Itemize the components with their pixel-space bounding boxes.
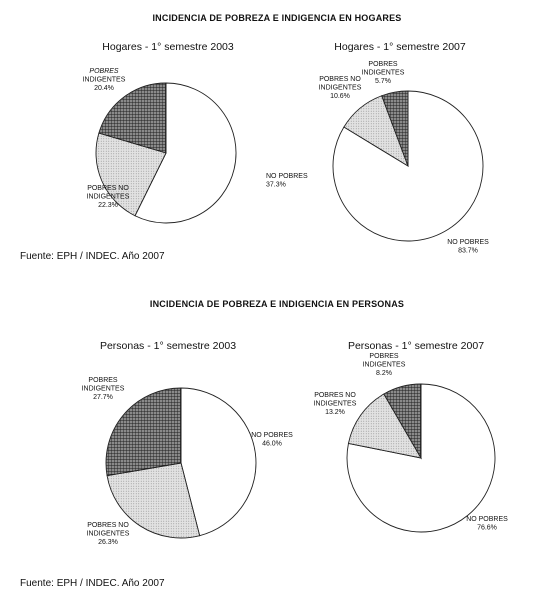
slice-label-pobres-no-indigentes: POBRES NO INDIGENTES 10.6% (318, 76, 362, 100)
slice-label-pobres-indigentes: POBRES INDIGENTES 27.7% (81, 377, 125, 401)
slice-label-no-pobres: NO POBRES 37.3% (266, 173, 308, 189)
slice-label-no-pobres: NO POBRES 46.0% (251, 432, 293, 448)
slice-label-pobres-no-indigentes: POBRES NO INDIGENTES 26.3% (86, 522, 130, 546)
source-note-hogares: Fuente: EPH / INDEC. Año 2007 (20, 251, 165, 262)
slice-label-no-pobres: NO POBRES 83.7% (447, 239, 489, 255)
slice-label-no-pobres: NO POBRES 76.6% (466, 516, 508, 532)
pie-chart-0 (83, 68, 308, 223)
source-note-personas: Fuente: EPH / INDEC. Año 2007 (20, 578, 165, 589)
pie-chart-2 (82, 377, 294, 546)
slice-label-pobres-indigentes: POBRES INDIGENTES 5.7% (361, 61, 405, 85)
slice-label-pobres-indigentes: POBRES INDIGENTES 20.4% (82, 68, 126, 92)
chart-title-hogares-2003: Hogares - 1° semestre 2003 (102, 41, 234, 53)
pie-chart-1 (319, 61, 490, 255)
slice-label-pobres-no-indigentes: POBRES NO INDIGENTES 22.3% (86, 185, 130, 209)
section-title-personas: INCIDENCIA DE POBREZA E INDIGENCIA EN PERSONAS (149, 299, 405, 309)
pie-slice-pobres-indigentes (106, 388, 181, 476)
chart-title-hogares-2007: Hogares - 1° semestre 2007 (334, 41, 466, 53)
chart-title-personas-2007: Personas - 1° semestre 2007 (347, 340, 485, 352)
slice-label-pobres-indigentes: POBRES INDIGENTES 8.2% (362, 353, 406, 377)
chart-title-personas-2003: Personas - 1° semestre 2003 (99, 340, 237, 352)
slice-label-pobres-no-indigentes: POBRES NO INDIGENTES 13.2% (313, 392, 357, 416)
pie-chart-3 (314, 353, 509, 532)
section-title-hogares: INCIDENCIA DE POBREZA E INDIGENCIA EN HOGARES (152, 13, 402, 23)
